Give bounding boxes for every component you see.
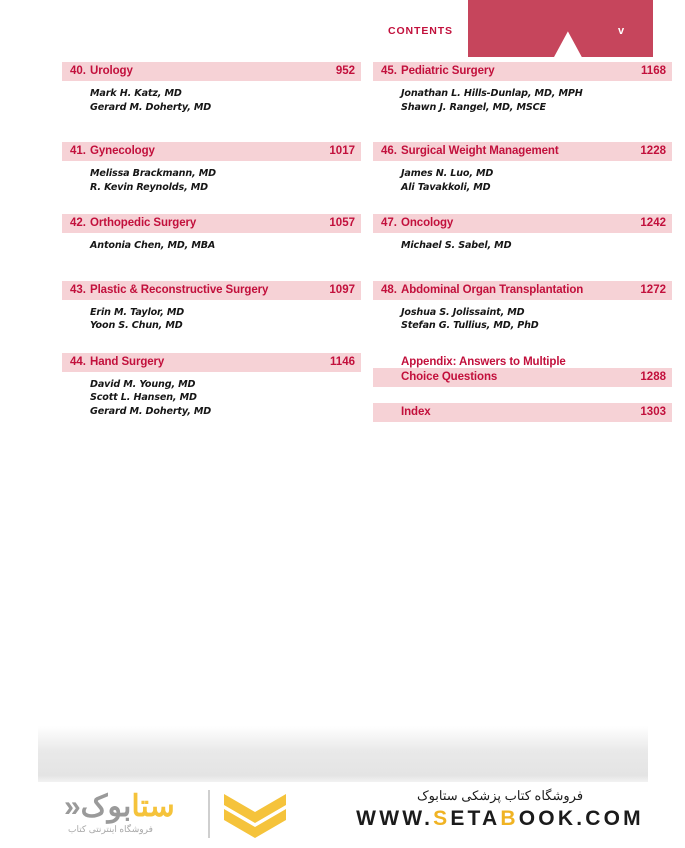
chapter-number: 48. bbox=[381, 283, 397, 296]
toc-entry[interactable] bbox=[373, 62, 672, 114]
chapter-page: 1272 bbox=[640, 283, 666, 296]
chapter-number: 44. bbox=[70, 355, 86, 368]
chapter-title: Oncology bbox=[401, 217, 454, 229]
footer-url[interactable] bbox=[345, 806, 655, 832]
toc-entry[interactable] bbox=[373, 281, 672, 333]
entry-gap bbox=[373, 200, 672, 214]
author-name: James N. Luo, MD bbox=[401, 168, 494, 179]
entry-gap bbox=[62, 120, 361, 142]
footer-watermark-band bbox=[38, 726, 648, 782]
chapter-number: 42. bbox=[70, 217, 86, 229]
appendix-title-line2-row[interactable] bbox=[373, 368, 672, 387]
chapter-page: 1228 bbox=[640, 145, 666, 157]
entry-gap bbox=[373, 259, 672, 281]
chapter-authors bbox=[90, 239, 361, 253]
chapter-page: 1146 bbox=[330, 355, 355, 368]
chapter-authors bbox=[401, 87, 672, 114]
author-name: R. Kevin Reynolds, MD bbox=[90, 181, 208, 193]
url-segment: OOK.COM bbox=[518, 807, 644, 830]
contents-columns bbox=[0, 62, 685, 428]
chapter-authors bbox=[90, 378, 361, 419]
chapter-title: Plastic & Reconstructive Surgery bbox=[90, 283, 269, 296]
author-name: Gerard M. Doherty, MD bbox=[90, 101, 212, 113]
contents-column-right bbox=[373, 62, 672, 428]
url-accent-b: B bbox=[500, 807, 519, 830]
url-segment: WWW. bbox=[356, 807, 434, 830]
chapter-authors bbox=[401, 239, 672, 253]
toc-entry-row[interactable] bbox=[62, 281, 361, 300]
running-head-contents: CONTENTS bbox=[388, 25, 453, 37]
page-footer bbox=[0, 782, 685, 848]
toc-entry-appendix[interactable] bbox=[373, 353, 672, 387]
author-name: Yoon S. Chun, MD bbox=[90, 320, 183, 331]
chapter-authors bbox=[90, 167, 361, 194]
toc-entry-row[interactable] bbox=[62, 62, 361, 81]
footer-tagline-fa: فروشگاه کتاب پزشکی ستابوک bbox=[416, 788, 584, 803]
header-red-bar-with-notch bbox=[468, 0, 653, 57]
double-chevron-icon bbox=[222, 792, 288, 838]
chapter-page: 1242 bbox=[640, 217, 666, 229]
author-name: Jonathan L. Hills-Dunlap, MD, MPH bbox=[401, 88, 583, 99]
chapter-title: Urology bbox=[90, 65, 133, 77]
appendix-title-line1: Appendix: Answers to Multiple bbox=[401, 355, 566, 368]
logo-wordmark bbox=[64, 792, 175, 822]
toc-entry[interactable] bbox=[62, 214, 361, 253]
appendix-title-line1-row[interactable] bbox=[373, 353, 672, 368]
chapter-title: Surgical Weight Management bbox=[401, 145, 559, 157]
author-name: Scott L. Hansen, MD bbox=[90, 392, 197, 403]
setabook-logo[interactable] bbox=[62, 786, 292, 844]
index-row[interactable] bbox=[373, 403, 672, 422]
author-name: Melissa Brackmann, MD bbox=[90, 168, 216, 179]
toc-entry[interactable] bbox=[62, 281, 361, 333]
chapter-title: Abdominal Organ Transplantation bbox=[401, 283, 584, 296]
index-title: Index bbox=[401, 405, 431, 418]
logo-wordmark-gold: ستا bbox=[131, 790, 175, 823]
chapter-page: 1057 bbox=[329, 217, 355, 229]
page-header bbox=[0, 0, 685, 60]
entry-gap bbox=[373, 120, 672, 142]
chapter-page: 1168 bbox=[641, 65, 666, 77]
entry-gap bbox=[62, 200, 361, 214]
contents-column-left bbox=[62, 62, 361, 428]
entry-gap bbox=[373, 339, 672, 353]
logo-tagline: فروشگاه اینترنتی کتاب bbox=[68, 824, 153, 834]
toc-entry-row[interactable] bbox=[62, 353, 361, 372]
author-name: Shawn J. Rangel, MD, MSCE bbox=[401, 101, 546, 113]
chapter-title: Gynecology bbox=[90, 145, 155, 157]
author-name: Michael S. Sabel, MD bbox=[401, 240, 512, 251]
toc-entry-row[interactable] bbox=[373, 214, 672, 233]
chapter-authors bbox=[90, 306, 361, 333]
chapter-page: 1017 bbox=[329, 145, 355, 157]
chapter-page: 952 bbox=[335, 65, 355, 77]
footer-site-info bbox=[345, 786, 655, 832]
chapter-number: 40. bbox=[70, 65, 86, 77]
author-name: Joshua S. Jolissaint, MD bbox=[401, 306, 525, 318]
toc-entry[interactable] bbox=[373, 142, 672, 194]
toc-entry-row[interactable] bbox=[373, 142, 672, 161]
chapter-number: 46. bbox=[381, 145, 397, 157]
toc-entry-index[interactable] bbox=[373, 403, 672, 422]
entry-gap bbox=[62, 259, 361, 281]
entry-gap bbox=[373, 393, 672, 403]
chapter-number: 43. bbox=[70, 283, 86, 296]
toc-entry-row[interactable] bbox=[62, 214, 361, 233]
toc-entry[interactable] bbox=[373, 214, 672, 253]
chapter-title: Hand Surgery bbox=[90, 355, 165, 368]
toc-entry-row[interactable] bbox=[62, 142, 361, 161]
appendix-title-line2: Choice Questions bbox=[401, 370, 498, 383]
chapter-title: Orthopedic Surgery bbox=[90, 217, 197, 229]
chapter-authors bbox=[401, 306, 672, 333]
logo-wordmark-grey: بوک« bbox=[64, 790, 132, 823]
toc-entry[interactable] bbox=[62, 62, 361, 114]
toc-entry[interactable] bbox=[62, 353, 361, 419]
url-segment: ETA bbox=[450, 807, 501, 830]
toc-entry[interactable] bbox=[62, 142, 361, 194]
author-name: Ali Tavakkoli, MD bbox=[401, 181, 491, 193]
chapter-page: 1097 bbox=[329, 283, 355, 296]
index-page: 1303 bbox=[640, 405, 666, 418]
chapter-number: 45. bbox=[381, 65, 397, 77]
author-name: Antonia Chen, MD, MBA bbox=[90, 240, 216, 251]
chapter-title: Pediatric Surgery bbox=[401, 65, 495, 77]
author-name: David M. Young, MD bbox=[90, 378, 196, 390]
author-name: Gerard M. Doherty, MD bbox=[90, 405, 212, 417]
author-name: Mark H. Katz, MD bbox=[90, 88, 182, 99]
toc-entry-row[interactable] bbox=[373, 62, 672, 81]
page-folio-number: v bbox=[618, 25, 625, 37]
author-name: Stefan G. Tullius, MD, PhD bbox=[401, 320, 539, 331]
chapter-number: 41. bbox=[70, 145, 86, 157]
url-accent-s: S bbox=[433, 807, 451, 830]
appendix-page: 1288 bbox=[640, 370, 666, 383]
logo-divider bbox=[208, 790, 210, 838]
chapter-authors bbox=[90, 87, 361, 114]
toc-entry-row[interactable] bbox=[373, 281, 672, 300]
author-name: Erin M. Taylor, MD bbox=[90, 306, 185, 318]
chapter-number: 47. bbox=[381, 217, 397, 229]
entry-gap bbox=[62, 339, 361, 353]
chapter-authors bbox=[401, 167, 672, 194]
